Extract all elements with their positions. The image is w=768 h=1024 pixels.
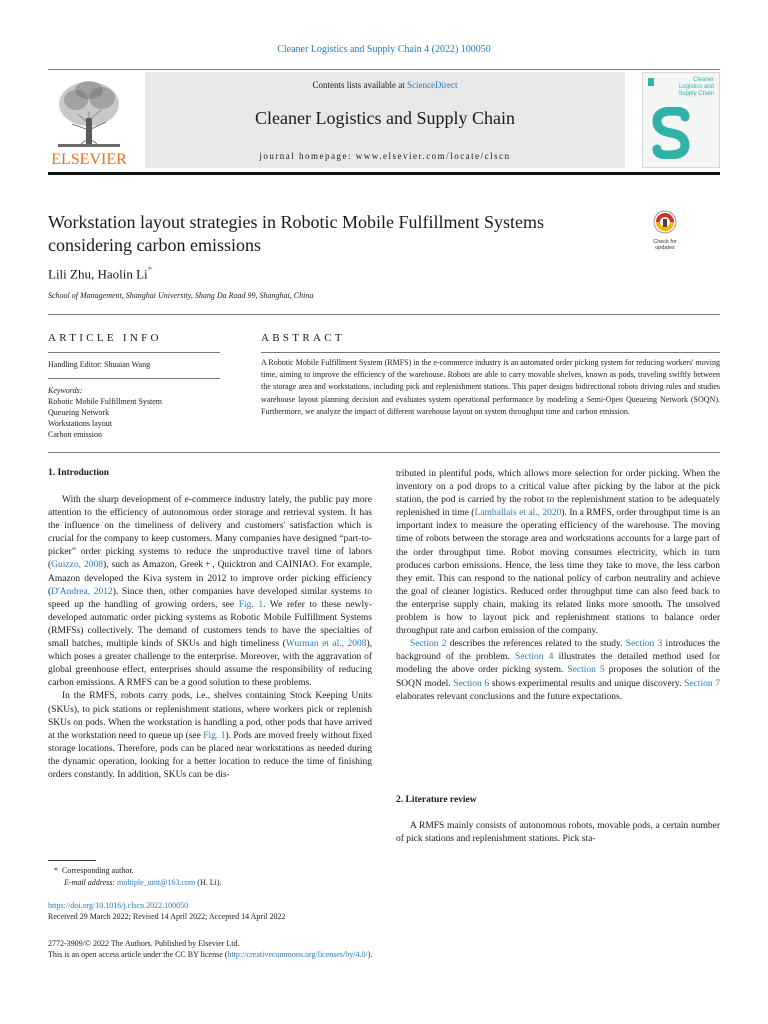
intro-paragraph-2 xyxy=(48,690,372,782)
text-run: tributed in plentiful pods, which allows more selection for order picking. When the inventory on a pod drops to a critical value after picking by the labor at the pick station, the pod is carried by the robot to the replenishment station to be adequately replenished in time ( xyxy=(396,469,720,519)
citation-link[interactable]: Lamballais et al., 2020 xyxy=(474,508,562,519)
issn-copyright: 2772-3909/© 2022 The Authors. Published by Elsevier Ltd. xyxy=(48,939,240,948)
header-bottom-rule xyxy=(48,172,720,175)
author-email-link[interactable]: multiple_unit@163.com xyxy=(117,878,196,887)
license-suffix: ). xyxy=(367,950,373,959)
text-run: ), such as Amazon, Greek + , Quicktron and CAINIAO. For example, Amazon developed the Kiva system in 2012 to improve order picking efficiency ( xyxy=(48,560,372,597)
section-1-heading: 1. Introduction xyxy=(48,468,110,478)
intro-paragraph-1 xyxy=(48,494,372,690)
keywords-rule xyxy=(48,378,220,379)
keywords-block xyxy=(48,385,162,440)
cover-title xyxy=(678,77,714,98)
intro-paragraph-4 xyxy=(396,638,720,703)
left-column-body xyxy=(48,494,372,782)
info-top-rule xyxy=(48,314,720,315)
literature-paragraph-1: A RMFS mainly consists of autonomous robots, movable pods, a certain number of pick stations and replenishment stations. Pick sta- xyxy=(396,821,720,845)
check-updates-line: Check for xyxy=(653,239,677,245)
elsevier-logo[interactable] xyxy=(48,72,130,168)
text-run: shows experimental results and unique discovery. xyxy=(489,678,685,689)
footnote-rule xyxy=(48,860,96,861)
text-run: introduces the background of the problem. xyxy=(396,639,721,663)
section-link[interactable]: Section 4 xyxy=(515,652,554,663)
section-link[interactable]: Section 3 xyxy=(625,639,663,650)
check-updates-icon xyxy=(648,210,682,234)
journal-homepage[interactable]: journal homepage: www.elsevier.com/locate/clscn xyxy=(259,151,511,161)
text-run: ), which poses a greater challenge to the enterprise. Moreover, with the aggravation of global greenhouse effect, enterprises should assume the responsibility of reducing carbon emissions. A RMFS can be a good solution to these problems. xyxy=(48,639,372,689)
author-list xyxy=(48,265,152,282)
keyword-item: Carbon emission xyxy=(48,430,102,439)
journal-cover-thumbnail[interactable] xyxy=(642,72,720,168)
cover-logo-icon xyxy=(648,78,654,86)
text-run: ). In a RMFS, order throughput time is an important index to measure the operating efficiency of the warehouse. The moving time of robots between the storage area and workstations accounts for a large part of the order throughput time. Robot moving consumes electricity, which in turn produces carbon emissions. Hence, the less time they take to move, the less carbon they emit. This can respond to the national policy of carbon neutrality and achieve the goal of cleaner logistics. Reduced order throughput time can also feed back to the enterprise supply chain, making its related links more smooth. The unsolved problem is how to layout pick and replenishment stations to balance order throughput rate and carbon emission of the company. xyxy=(396,508,720,637)
license-link[interactable]: http://creativecommons.org/licenses/by/4.0/ xyxy=(227,950,368,959)
corresponding-author-note xyxy=(54,865,134,876)
affiliation: School of Management, Shanghai University, Shang Da Road 99, Shanghai, China xyxy=(48,291,314,300)
email-suffix: (H. Li). xyxy=(195,878,222,887)
cover-title-line: Logistics and xyxy=(678,84,714,90)
check-updates-label xyxy=(648,239,682,251)
article-info-rule xyxy=(48,352,220,353)
section-link[interactable]: Section 2 xyxy=(410,639,447,650)
text-run: illustrates the detailed method used for modeling the above order picking system. xyxy=(396,652,720,676)
text-run: In the RMFS, robots carry pods, i.e., shelves containing Stock Keeping Units (SKUs), to pick stations or replenishment stations, where workers pick or replenish SKUs on pods. When the workstation is handling a pod, other pods that have arrived at the workstation need to queue up (see xyxy=(48,691,372,741)
journal-citation[interactable]: Cleaner Logistics and Supply Chain 4 (2022) 100050 xyxy=(277,44,491,55)
citation-link[interactable]: Wurman et al., 2008 xyxy=(285,639,367,650)
cover-title-line: Cleaner xyxy=(692,77,714,83)
abstract-rule xyxy=(261,352,720,353)
check-for-updates-badge[interactable] xyxy=(648,210,682,250)
email-label: E-mail address: xyxy=(64,878,118,887)
cover-s-graphic-icon xyxy=(651,107,691,159)
license-prefix: This is an open access article under the CC BY license ( xyxy=(48,950,228,959)
text-run: ). Pods are moved freely without fixed storage locations. Therefore, pods can be placed near workstations as needed during the dynamic operation, looking for a better location to reduce the time of finishing orders constantly. In addition, SKUs can be dis- xyxy=(48,730,372,780)
license-statement xyxy=(48,949,372,960)
contents-prefix: Contents lists available at xyxy=(312,80,407,90)
section-2-heading: 2. Literature review xyxy=(396,795,477,805)
corresponding-author-mark[interactable]: * xyxy=(147,265,153,275)
journal-name: Cleaner Logistics and Supply Chain xyxy=(255,108,515,128)
authors-names: Lili Zhu, Haolin Li xyxy=(48,266,148,282)
section-link[interactable]: Section 5 xyxy=(567,665,605,676)
article-title: Workstation layout strategies in Robotic Mobile Fulfillment Systems considering carbon emissions xyxy=(48,212,545,255)
section-link[interactable]: Section 7 xyxy=(684,678,720,689)
literature-body xyxy=(396,820,720,846)
handling-editor: Handling Editor: Shuaian Wang xyxy=(48,360,151,369)
elsevier-tree-icon xyxy=(48,72,130,168)
email-note xyxy=(64,877,222,888)
text-run: elaborates relevant conclusions and the future expectations. xyxy=(396,691,623,702)
right-column-body xyxy=(396,468,720,704)
doi-link[interactable]: https://doi.org/10.1016/j.clscn.2022.100050 xyxy=(48,901,189,910)
text-run: ). Since then, other companies have developed similar systems to speed up the handling of growing orders, see xyxy=(48,586,372,610)
keyword-item: Robotic Mobile Fulfillment System xyxy=(48,397,162,406)
header-top-rule xyxy=(48,69,720,70)
footnote-text: Corresponding author. xyxy=(62,866,134,875)
text-run: proposes the solution of the SOQN model. xyxy=(396,665,721,689)
received-dates: Received 29 March 2022; Revised 14 April 2022; Accepted 14 April 2022 xyxy=(48,912,286,921)
article-info-heading: ARTICLE INFO xyxy=(48,332,162,344)
abstract-heading: ABSTRACT xyxy=(261,332,345,344)
section-link[interactable]: Section 6 xyxy=(453,678,490,689)
citation-link[interactable]: D'Andrea, 2012 xyxy=(51,586,113,597)
keywords-label: Keywords: xyxy=(48,386,83,395)
figure-link[interactable]: Fig. 1 xyxy=(238,599,264,610)
abstract-bottom-rule xyxy=(48,452,720,453)
intro-paragraph-3 xyxy=(396,468,720,638)
elsevier-wordmark: ELSEVIER xyxy=(51,151,127,168)
citation-link[interactable]: Guizzo, 2008 xyxy=(51,560,103,571)
keyword-item: Workstations layout xyxy=(48,419,113,428)
figure-link[interactable]: Fig. 1 xyxy=(203,730,226,741)
text-run: . We refer to these newly-developed automatic order picking systems as Robotic Mobile Fulfillment Systems (RMFSs) collectively. The demand of customers tends to have the specialties of small batches, multiple kinds of SKUs and high timeliness ( xyxy=(48,599,372,650)
check-updates-line: updates xyxy=(655,245,675,251)
contents-available-line xyxy=(145,80,625,90)
text-run: describes the references related to the study. xyxy=(446,639,626,650)
text-run: With the sharp development of e-commerce industry lately, the public pay more attention to the efficiency of autonomous order storage and retrieval system. It has the influence on the timeliness of delivery and customers' satisfaction which is crucial for the company to keep customers. Many companies have designed “part-to-picker” order picking systems to reduce the unproductive travel time of labors ( xyxy=(48,495,372,571)
keyword-item: Queueing Network xyxy=(48,408,110,417)
footnote-mark: * xyxy=(54,866,58,875)
sciencedirect-link[interactable]: ScienceDirect xyxy=(407,80,458,90)
abstract-text: A Robotic Mobile Fulfillment System (RMFS) in the e-commerce industry is an automated order picking system for reducing workers' moving time, aiming to improve the efficiency of the warehouse. Robots are able to carry movable shelves, known as pods, traveling swiftly between the storage area and workstations, including pick and replenishment stations. This paper designs bidirectional robots driving rules and studies warehouse layout planning decision and evaluates system operational performance by modeling a Semi-Open Queueing Network (SOQN). Furthermore, we analyze the impact of different warehouse layout on system throughput time and carbon emission. xyxy=(261,358,720,416)
cover-title-line: Supply Chain xyxy=(678,91,714,97)
